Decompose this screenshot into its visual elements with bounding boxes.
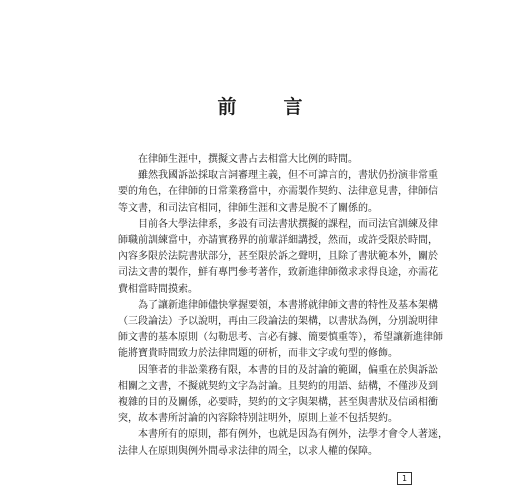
text-line: 司法文書的製作，鮮有專門參考著作，致新進律師徵求求得良途，亦需花: [118, 267, 438, 279]
text-line: 目前各大學法律系，多設有司法書狀撰擬的課程，而司法官訓練及律: [138, 218, 438, 230]
text-line: 雖然我國訴訟採取言詞審理主義，但不可諱言的，書狀仍扮演非常重: [138, 170, 438, 182]
text-line: 要的角色，在律師的日常業務當中，亦需製作契約、法律意見書，律師信: [118, 186, 438, 198]
paragraph: [118, 298, 443, 363]
text-line: 本書所有的原則，都有例外，也就是因為有例外，法學才會令人著迷，: [138, 429, 448, 441]
text-line: 複雜的目的及關係，必要時，契約的文字與架構，甚至與書狀及信函相衝: [118, 397, 438, 409]
paragraph: [118, 363, 438, 428]
text-line: 因筆者的非訟業務有限，本書的目的及討論的範圍，偏重在於與訴訟: [138, 364, 438, 376]
paragraph: [118, 168, 438, 217]
body-text: [118, 152, 448, 460]
text-line: 師文書的基本原則（勾勒思考、言必有據、簡要慎重等），希望讓新進律師: [118, 332, 443, 344]
text-line: 師職前訓練當中，亦請實務界的前輩詳細講授，然而，或許受限於時間，: [118, 235, 438, 247]
text-line: 費相當時間摸索。: [118, 283, 198, 295]
text-line: 法律人在原則與例外間尋求法律的周全，以求人權的保障。: [118, 445, 378, 457]
text-line: 相關之文書，不擬就契約文字為討論。且契約的用語、結構，不僅涉及到: [118, 380, 438, 392]
page-number: 1: [397, 472, 412, 485]
text-line: 內容多限於法院書狀部分，甚至限於訴之聲明，且除了書狀範本外，關於: [118, 251, 438, 263]
paragraph: [118, 217, 438, 298]
text-line: （三段論法）予以說明，再由三段論法的架構，以書狀為例，分別說明律: [118, 316, 438, 328]
text-line: 能將寶貴時間致力於法律問題的研析，而非文字或句型的修飾。: [118, 348, 398, 360]
paragraph: [118, 152, 406, 168]
text-line: 在律師生涯中，撰擬文書占去相當大比例的時間。: [138, 154, 358, 165]
text-line: 為了讓新進律師儘快掌握要領，本書將就律師文書的特性及基本架構: [138, 299, 438, 311]
text-line: 等文書，和司法官相同，律師生涯和文書是脫不了關係的。: [118, 202, 378, 214]
page-title: 前 言: [217, 96, 317, 118]
paragraph: [118, 427, 448, 459]
text-line: 突，故本書所討論的內容除特別註明外，原則上並不包括契約。: [118, 413, 398, 425]
